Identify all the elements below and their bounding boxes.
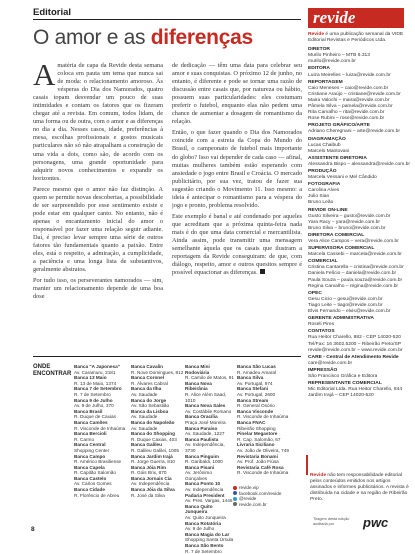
credit-heading: PROJETO GRÁFICO/ARTE (308, 123, 370, 129)
social-label: @revide (239, 496, 257, 501)
credit-item: Vera Alice Campos – vera@revide.com.br (308, 239, 399, 244)
list-item-name: Banca Paraíso (185, 425, 218, 431)
credit-item: Tiago Leite – tiago@revide.com.br (308, 302, 383, 308)
credit-heading: GERENTE ADMINISTRATIVA (308, 316, 374, 322)
list-item-name: Banca Camões (74, 419, 108, 425)
list-item-name: Banca Brasil (74, 408, 103, 414)
list-item-name: Banca Capela (74, 464, 105, 470)
credit-heading: FOTOGRAFIA (308, 182, 341, 188)
list-item-address: Av. 9 de Julho, 370 (74, 403, 114, 409)
list-col-2 (131, 364, 185, 498)
list-item-address: Av. Portugal, 2600 (237, 391, 276, 397)
list-item-address: R. Carmo (74, 436, 95, 442)
facebook-icon (233, 491, 237, 495)
list-item-name: Banca Stefani (237, 386, 268, 392)
list-item-name: Banca Quito Junqueira (185, 503, 213, 515)
pwc-logo: pwc (363, 515, 389, 530)
accent-bar (306, 455, 308, 475)
list-item-name: Livraria Siciliano (237, 442, 275, 448)
credit-item: Luiza Meirelles – luiza@revide.com.br (308, 72, 391, 78)
credit-item: care@revide.com.br (308, 360, 353, 366)
article-paragraph: de dedicação — têm uma data para celebrar seu amor e suas conquistas. O próximo 12 de junho, no entanto, é diferente e pode se tornar uma razão de discussão entre casais que, por natureza ou hábito, possuem suas particularidades: eles costumam preferir o futebol, enquanto elas não pedem uma chance de aumentar a dosagem de romantismo da relação. (172, 62, 302, 126)
list-item-address: Av. Independência, 3730 (185, 442, 225, 453)
list-item-address: R. Duque de Caxias (74, 414, 116, 420)
credit-item: Tel/Fax: 16 3602.5200 – Ribeirão Preto/SP (308, 341, 401, 347)
masthead-credits (308, 32, 412, 399)
list-item-address: R. Álvares Cabral (131, 380, 168, 386)
disclaimer-brand: Revide (310, 473, 327, 478)
list-item-name: Banca Visconde (237, 408, 274, 414)
credit-item: Jardim Irajá – CEP 14020-520 (308, 393, 374, 399)
list-item-address: R. Alice Além Saad, 1010 (185, 391, 227, 403)
credit-item: Murilo Pinheiro – MTB 6.313 (308, 53, 370, 59)
credit-item: Bruno Silva – bruno@revide.com.br (308, 225, 386, 231)
list-item-name: Banca 13 Maio (74, 375, 107, 381)
list-item-name: Banca da Lisboa (131, 408, 169, 414)
credit-heading: EDITORA (308, 66, 330, 72)
masthead-logo: revide (308, 8, 404, 28)
drop-cap: A (33, 57, 56, 92)
site-icon (233, 502, 237, 506)
list-item-name: Banca do Napoleão (131, 419, 175, 425)
page-title (33, 26, 253, 50)
list-item-name: Banca da Ilha (131, 386, 162, 392)
article-paragraph: Então, o que fazer quando o Dia dos Namorados coincide com a estreia da Copa do Mundo do Brasil, o campeonato de futebol mais importante do globo? Isso vai depender de cada caso — afinal, muitas mulheres também estão esperando com ansiedade o jogo entre Brasil e Croácia. O mercado publicitário, por sua vez, tratou de fazer sua sugestão criando o Movimento 11. Isso mesmo: a ideia é antecipar o romantismo para a véspera do jogo e pronto, problema resolvido. (172, 129, 302, 209)
section-rule (33, 19, 301, 20)
list-item-name: Banca Nova Ribeirânia (185, 380, 212, 392)
list-col-4 (237, 364, 300, 476)
credit-item: Marcela Cassebi – marcela@revide.com.br (308, 252, 402, 258)
list-item-address: Av. 9 de Julho (185, 526, 215, 532)
credit-heading: ASSISTENTE DIRETORIA (308, 155, 367, 161)
twitter-icon (233, 497, 237, 501)
credit-heading: COMERCIAL (308, 259, 338, 265)
list-item-address: Av. Pres. Vargas, 1446 (185, 498, 233, 504)
list-item-address: Av. Saudade, 1227 (185, 431, 225, 437)
credit-item: Adriano Cheregnani – arte@revide.com.br (308, 129, 400, 135)
list-item-address: Av. Costábile Romano (185, 408, 232, 414)
list-item-name: Banca São Lucas (237, 364, 276, 369)
credit-item: Daniela Felício – daniela@revide.com.br (308, 271, 397, 277)
credit-heading: CONTATOS (308, 329, 335, 335)
article-paragraph: Parece mesmo que o amor não faz distinção. A quem se permite novas descobertas, a possibilidade de ser surpreendido por esse sentimento existe e pode estar em qualquer canto. No entanto, não é apenas o encantamento inicial do amor o responsável por fazer uma relação seguir adiante. Daí, é preciso levar sempre uma série de outros fatores tão fundamentais quanto a paixão. Entre eles, está o respeito, a admiração, a cumplicidade, a paciência e uma longa lista de substantivos, geralmente abstratos. (33, 185, 163, 274)
credit-heading: CARE - Central de Atendimento Revide (308, 354, 399, 360)
credit-item: Rose Rubini – rose@revide.com.br (308, 116, 385, 122)
article-paragraph: Amatéria de capa da Revide desta semana coloca em pauta um tema que nunca sai de moda: o relacionamento amoroso. Às vésperas do Dia dos Namorados, quatro casais topam desvendar um pouco de suas intimidades e contam os fatores que os fizeram chegar até a revista. Em comum, todos lidam, de uma forma ou de outra, com o amor e as diferenças no dia a dia. Nesses casos, idade, preferências à mesa, escolhas profissionais e gostos musicais particulares não só não atrapalham a construção de uma vida a dois, como são, de acordo com os personagens, uma grande oportunidade para adquirir novos conhecimentos e expandir os horizontes. (33, 57, 163, 182)
list-item-name: Banca Paulista (185, 436, 219, 442)
credit-item: Roseli Pires (308, 322, 335, 328)
list-item-name: Pinelar Megastore (237, 431, 278, 437)
credit-item: Paula Souza – paula.souza@revide.com.br (308, 277, 403, 283)
social-row (233, 502, 281, 508)
credit-item: Gesu Cicio – gesu@revide.com.br (308, 296, 383, 302)
revide-icon (233, 486, 237, 490)
list-item-address: Av. Jerônimo Gonçalves (185, 470, 212, 481)
credit-heading: SUPERVISORA COMERCIAL (308, 246, 375, 252)
credit-heading: DIRETOR (308, 47, 330, 53)
list-item-name: Banca Cidade (74, 487, 105, 493)
credit-heading: REPORTAGEM (308, 79, 343, 85)
list-item-name: Banca Castelo (74, 475, 107, 481)
list-col-3 (185, 364, 235, 554)
list-item-address: R. Jorge Guerra, 810 (131, 459, 176, 465)
end-mark (260, 269, 265, 274)
list-item-name: Banca Coronel (131, 375, 165, 381)
social-label: revide.com.br (239, 501, 267, 507)
list-item-name: Banca Rotatória (185, 520, 221, 526)
bottom-rule (33, 356, 301, 357)
credit-item: Yara Racy – yara@revide.com.br (308, 219, 381, 225)
list-item-address: Av. Prof. João Fiúsa (237, 459, 279, 465)
credit-item: Cristina Cantarella – cristina@revide.com.br (308, 265, 404, 271)
intro-brand: Revide (308, 32, 325, 37)
social-label: revide.vip (239, 485, 259, 490)
credit-item: Julio Sian (308, 194, 330, 200)
list-item-address: Av. Portugal, 974 (237, 380, 273, 386)
list-item-name: Banca Cavalin (131, 364, 164, 369)
credit-heading: DIRETORA COMERCIAL (308, 232, 365, 238)
list-item-name: Banca "A Japonesa" (74, 364, 120, 369)
page-number: 8 (31, 526, 35, 533)
list-item-address: R. Duque Caxias, 403 (131, 436, 177, 442)
list-item-name: Banca São Bento (185, 543, 224, 548)
list-item-address: R. General Osório (237, 403, 275, 409)
list-item-address: R. Garibaldi, 1000 (185, 459, 223, 465)
list-item-name: Banca Campo (74, 453, 106, 459)
list-item-address: Shopping Center (74, 447, 110, 453)
credit-heading: PRODUÇÃO (308, 168, 337, 174)
list-item-address: R. Cap. Salomão, 67 (237, 436, 281, 442)
social-links (233, 485, 281, 507)
list-item-name: Banca Nova Sales (185, 403, 226, 409)
list-item-name: Banca Pinguim (185, 453, 219, 459)
list-item-address: R. Visconde de Inhaúma (74, 425, 126, 431)
list-item-name: Banca Jóia Rim (131, 464, 166, 470)
article-column-2 (172, 62, 302, 280)
credit-item: Gusto Silveira – gusto@revide.com.br (308, 213, 391, 219)
list-item-address: Av. Saudade (131, 414, 158, 420)
list-item-address: R. Nove Domingues, 812 (131, 369, 184, 375)
audit-text: Tiragem desta edição auditada por (313, 517, 350, 526)
article-paragraph: Este exemplo é banal e até condenado por aqueles que acreditam que a próxima quinta-feira nada mais é do que uma data comercial e mercantilista. Ainda assim, pode transmitir uma mensagem semelhante àquela que os casais que ilustram a reportagem da Revide conseguiram: de que, com diálogo, respeito, amor e outros quesitos sempre é possível equacionar as diferenças. (172, 212, 302, 277)
list-item-name: Banca Jardim Irajá (131, 453, 173, 459)
credit-item: murilo@revide.com.br (308, 59, 356, 65)
list-item-address: R. 7 de Setembro (74, 391, 111, 397)
list-item-address: R. Galileu Galilei, 1005 (131, 447, 179, 453)
list-item-name: Banca FNAC (237, 419, 266, 425)
list-item-address: Av. Caramuru, 2181 (74, 369, 116, 375)
list-item-name: Banca do Jorge (131, 397, 167, 403)
list-item-address: Av. Carlos Gomes (74, 481, 112, 487)
credit-item: Rua Heitor Charello, 882 - CEP 14020-520 (308, 335, 401, 341)
list-item-name: Banca Ponto 10 (185, 481, 221, 487)
list-item-address: Av. Independência (131, 481, 170, 487)
list-item-address: R. Góis Brix, 870 (131, 470, 167, 476)
disclaimer-text: não tem responsabilidade editorial pelos conteúdos emitidos nos artigos assinados e informes publicitários. A revista é distribuída na cidade e na região de Ribeirão Preto. (310, 473, 409, 502)
list-item-address: Av. João de Oliveira, 749 (237, 447, 289, 453)
section-label: Editorial (33, 7, 72, 18)
credit-item: Mic Editorial Ltda. Rua Heitor Charello, 844 (308, 387, 403, 393)
list-item-name: Banca Magia do Lar (185, 531, 230, 537)
credit-item: Caio Meneses – caio@revide.com.br (308, 85, 389, 91)
credit-item: Alessandra Bispo – alessandra@revide.com.br (308, 161, 411, 167)
list-item-address: R. Visconde de Inhaúma (237, 470, 289, 476)
credit-item: Carolina Alves (308, 188, 340, 194)
masthead-intro (308, 32, 412, 44)
list-item-address: R. Camilo de Matos, 91 (185, 375, 234, 381)
list-item-name: Revistaria Bonami (237, 453, 278, 459)
list-item-name: Banca 9 de Julho (74, 397, 113, 403)
audit-seal (313, 513, 413, 533)
credit-heading: REVIDE ON-LINE (308, 207, 348, 213)
list-item-name: Banca Central (74, 442, 106, 448)
disclaimer (310, 473, 410, 503)
list-item-address: R. Américo Brasiliense (74, 459, 122, 465)
list-col-1 (74, 364, 129, 498)
social-label: facebook.com/revide (239, 490, 282, 496)
list-item-name: Revistaria Café Rosa (237, 464, 284, 470)
list-item-name: Banca Pisani (185, 464, 215, 470)
list-item-address: Praça José Moreira (185, 419, 226, 425)
intro-text: é uma publicação semanal da VIDE Editorial Revistas e Periódicos Ltda. (308, 32, 404, 44)
list-item-name: Banca Galileu (131, 442, 163, 448)
article-paragraph: Por tudo isso, os perseverantes namorados — sim, manter um relacionamento depende de uma boa dose (33, 277, 163, 301)
list-item-address: Av. Saudade (131, 391, 158, 397)
list-item-address: Shopping Santa Úrsula (185, 537, 234, 543)
list-item-name: Padaria President (185, 492, 225, 498)
list-item-address: Ribeirão Shopping (237, 425, 276, 431)
list-item-address: Av. Independência (185, 487, 224, 493)
list-item-address: R. 13 de Maio, 1374 (74, 380, 117, 386)
credit-item: São Francisco Gráfica e Editora (308, 373, 378, 379)
title-strong: diferenças (150, 26, 253, 49)
credit-item: Regina Carvalho – regina@revide.com.br (308, 283, 399, 289)
list-item-address: R. Capitão Salomão (74, 470, 116, 476)
list-item-address: R. Florêncio de Abreu (74, 492, 120, 498)
credit-heading: REPRESENTANTE COMERCIAL (308, 381, 382, 387)
list-item-name: Banca 7 de Setembro (74, 386, 122, 392)
credit-item: Lucas Chaibub (308, 142, 341, 148)
list-item-name: Banca Mini Rodoviária (185, 364, 210, 375)
list-item-name: Banca Jornais Cia (131, 475, 172, 481)
article-column-1 (33, 57, 163, 304)
credit-item: Marcelo Mantovani (308, 148, 350, 154)
credit-heading: IMPRESSÃO (308, 367, 338, 373)
credit-item: Rita Carvalho – rita@revide.com.br (308, 110, 385, 116)
credit-heading: OPEC (308, 290, 322, 296)
credit-heading: DIAGRAMAÇÃO (308, 136, 346, 142)
credit-item: Marcela Vessani e Mel Cândido (308, 175, 377, 181)
list-item-name: Banca Stream (237, 397, 269, 403)
list-item-name: Banca Silva (237, 375, 264, 381)
list-item-name: Banca Oracília (185, 414, 218, 420)
list-item-address: R. Visconde de Inhaúma (237, 414, 289, 420)
list-item-address: Av. Saudade (131, 425, 158, 431)
title-normal: O amor e as (33, 26, 151, 49)
credit-item: Maira Valochi – maira@revide.com.br (308, 97, 390, 103)
list-item-address: Av. Quito Junqueira (185, 515, 226, 521)
list-item-address: R. José da Silva (131, 492, 165, 498)
credit-item: Cristiane Araújo – cristiane@revide.com.br (308, 91, 401, 97)
credit-item: revide@revide.com.br – www.revide.com.br (308, 347, 403, 353)
list-item-name: Banca do Shopping (131, 431, 176, 437)
credit-item: Elvis Fernando – elvis@revide.com.br (308, 309, 391, 315)
list-item-address: Av. São Sebastião (131, 403, 170, 409)
credit-item: Bruno Leão (308, 200, 334, 206)
list-item-address: R. Amadeu Amaral (237, 369, 277, 375)
list-item-address: R. 7 de Setembro (185, 548, 222, 554)
list-item-name: Banca Bercioli (74, 431, 107, 437)
credit-item: Pâmela Silva – pamela@revide.com.br (308, 104, 393, 110)
where-to-find-heading: ONDE ENCONTRAR (33, 364, 72, 377)
list-item-name: Banca Jóia da Silva (131, 487, 175, 493)
